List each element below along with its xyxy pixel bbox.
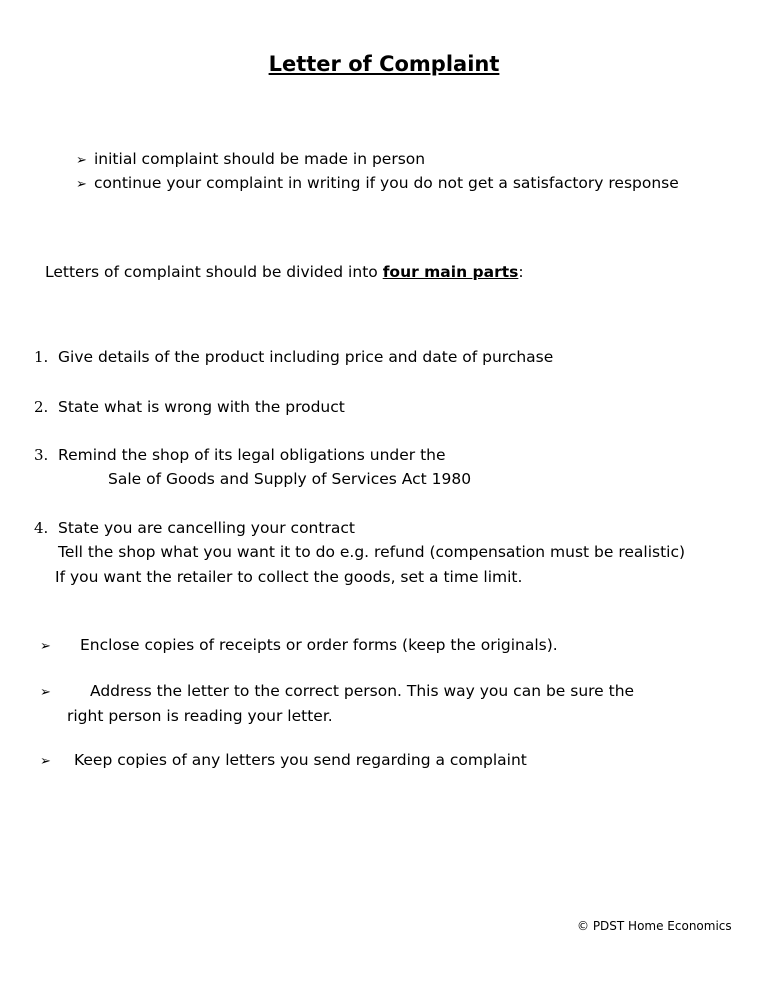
tip-1: ➢ Enclose copies of receipts or order forms (keep the originals).	[40, 636, 558, 654]
tip-2-line-2: right person is reading your letter.	[67, 707, 333, 725]
tip-2: ➢ Address the letter to the correct person. This way you can be sure the	[40, 682, 635, 700]
arrow-bullet-icon: ➢	[76, 177, 87, 192]
intro-bullet: ➢ continue your complaint in writing if you do not get a satisfactory response	[76, 174, 679, 192]
step-1: 1. Give details of the product including price and date of purchase	[34, 348, 554, 366]
step-number: 4.	[34, 519, 49, 537]
lead-sentence: Letters of complaint should be divided into four main parts:	[45, 263, 524, 281]
arrow-bullet-icon: ➢	[40, 685, 51, 700]
page-title: Letter of Complaint	[268, 52, 500, 76]
step-2: 2. State what is wrong with the product	[34, 398, 345, 416]
intro-bullet: ➢ initial complaint should be made in person	[76, 150, 426, 168]
step-4-line-3: If you want the retailer to collect the goods, set a time limit.	[55, 568, 523, 586]
step-number: 3.	[34, 446, 49, 464]
arrow-bullet-icon: ➢	[40, 754, 51, 769]
step-4: 4. State you are cancelling your contract	[34, 519, 355, 537]
step-number: 1.	[34, 348, 49, 366]
step-3: 3. Remind the shop of its legal obligations under the	[34, 446, 446, 464]
emphasis-text: four main parts	[382, 263, 519, 281]
step-3-line-2: Sale of Goods and Supply of Services Act 1980	[108, 470, 472, 488]
arrow-bullet-icon: ➢	[40, 639, 51, 654]
step-number: 2.	[34, 398, 49, 416]
arrow-bullet-icon: ➢	[76, 153, 87, 168]
step-4-line-2: Tell the shop what you want it to do e.g. refund (compensation must be realistic)	[58, 543, 686, 561]
copyright-footer: © PDST Home Economics	[577, 919, 732, 933]
tip-3: ➢ Keep copies of any letters you send regarding a complaint	[40, 751, 527, 769]
